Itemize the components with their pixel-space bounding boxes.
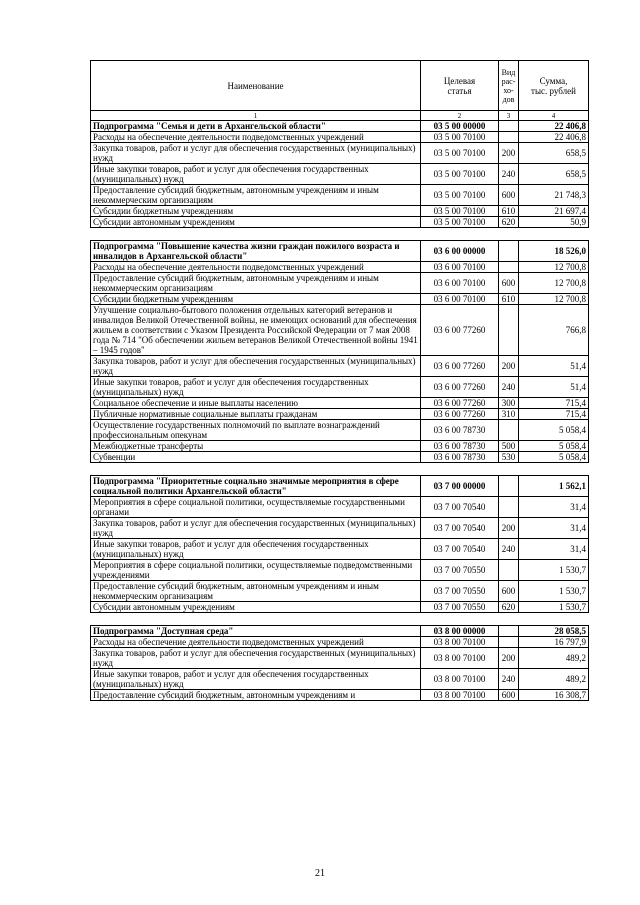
subprogram-row	[91, 476, 589, 497]
cell-sum: 658,5	[519, 164, 589, 185]
spacer-cell	[499, 228, 519, 241]
cell-vid: 600	[499, 185, 519, 206]
table-row	[91, 420, 589, 441]
cell-sum: 21 748,3	[519, 185, 589, 206]
cell-vid: 200	[499, 648, 519, 669]
cell-sum: 22 406,8	[519, 132, 589, 143]
table-row	[91, 185, 589, 206]
cell-vid: 600	[499, 273, 519, 294]
col-number-3: 3	[499, 111, 519, 121]
cell-code: 03 8 00 70100	[421, 637, 499, 648]
cell-vid: 300	[499, 398, 519, 409]
cell-vid: 610	[499, 294, 519, 305]
cell-code: 03 6 00 00000	[421, 241, 499, 262]
cell-name: Межбюджетные трансферты	[91, 441, 421, 452]
cell-sum: 16 797,9	[519, 637, 589, 648]
cell-name: Предоставление субсидий бюджетным, автономным учреждениям и иным некоммерческим организациям	[91, 273, 421, 294]
cell-code: 03 5 00 70100	[421, 217, 499, 228]
cell-sum: 1 530,7	[519, 602, 589, 613]
cell-vid	[499, 132, 519, 143]
cell-vid: 200	[499, 356, 519, 377]
cell-sum: 5 058,4	[519, 441, 589, 452]
table-row	[91, 560, 589, 581]
cell-name: Подпрограмма "Доступная среда"	[91, 626, 421, 637]
cell-name: Расходы на обеспечение деятельности подведомственных учреждений	[91, 132, 421, 143]
cell-sum: 1 530,7	[519, 581, 589, 602]
column-number-row	[91, 111, 589, 121]
cell-name: Осуществление государственных полномочий по выплате вознаграждений профессиональным опекунам	[91, 420, 421, 441]
cell-sum: 12 700,8	[519, 273, 589, 294]
cell-sum: 1 562,1	[519, 476, 589, 497]
cell-sum: 12 700,8	[519, 294, 589, 305]
cell-name: Предоставление субсидий бюджетным, автономным учреждениям и	[91, 690, 421, 701]
cell-name: Подпрограмма "Приоритетные социально значимые мероприятия в сфере социальной политики Архангельской области"	[91, 476, 421, 497]
table-row	[91, 305, 589, 356]
cell-vid: 200	[499, 518, 519, 539]
col-number-1: 1	[91, 111, 421, 121]
header-sum	[519, 61, 589, 111]
cell-vid	[499, 637, 519, 648]
spacer-cell	[421, 228, 499, 241]
spacer-cell	[519, 463, 589, 476]
cell-name: Публичные нормативные социальные выплаты гражданам	[91, 409, 421, 420]
cell-vid: 620	[499, 217, 519, 228]
cell-code: 03 7 00 70540	[421, 539, 499, 560]
table-row	[91, 164, 589, 185]
cell-code: 03 7 00 70550	[421, 602, 499, 613]
cell-code: 03 7 00 70540	[421, 497, 499, 518]
table-spacer-row	[91, 228, 589, 241]
cell-sum: 28 058,5	[519, 626, 589, 637]
table-row	[91, 132, 589, 143]
cell-vid: 530	[499, 452, 519, 463]
cell-name: Мероприятия в сфере социальной политики, осуществляемые подведомственными учреждениями	[91, 560, 421, 581]
spacer-cell	[421, 613, 499, 626]
cell-name: Субсидии бюджетным учреждениям	[91, 206, 421, 217]
col-number-2: 2	[421, 111, 499, 121]
cell-code: 03 7 00 70540	[421, 518, 499, 539]
cell-vid	[499, 305, 519, 356]
cell-sum: 51,4	[519, 356, 589, 377]
cell-name: Социальное обеспечение и иные выплаты населению	[91, 398, 421, 409]
cell-name: Субсидии автономным учреждениям	[91, 602, 421, 613]
cell-code: 03 6 00 78730	[421, 441, 499, 452]
cell-sum: 489,2	[519, 648, 589, 669]
spacer-cell	[519, 228, 589, 241]
cell-vid: 600	[499, 690, 519, 701]
cell-sum: 22 406,8	[519, 121, 589, 132]
table-row	[91, 452, 589, 463]
cell-name: Закупка товаров, работ и услуг для обеспечения государственных (муниципальных) нужд	[91, 356, 421, 377]
cell-vid	[499, 420, 519, 441]
cell-vid: 500	[499, 441, 519, 452]
cell-code: 03 8 00 00000	[421, 626, 499, 637]
cell-vid	[499, 241, 519, 262]
cell-sum: 12 700,8	[519, 262, 589, 273]
cell-name: Субсидии автономным учреждениям	[91, 217, 421, 228]
table-spacer-row	[91, 613, 589, 626]
cell-code: 03 8 00 70100	[421, 648, 499, 669]
table-row	[91, 648, 589, 669]
spacer-cell	[519, 613, 589, 626]
cell-vid: 610	[499, 206, 519, 217]
cell-code: 03 5 00 70100	[421, 132, 499, 143]
cell-code: 03 6 00 77260	[421, 377, 499, 398]
cell-name: Иные закупки товаров, работ и услуг для обеспечения государственных (муниципальных) нужд	[91, 377, 421, 398]
budget-table-page	[90, 60, 588, 701]
cell-vid	[499, 497, 519, 518]
cell-sum: 31,4	[519, 497, 589, 518]
cell-name: Мероприятия в сфере социальной политики, осуществляемые государственными органами	[91, 497, 421, 518]
spacer-cell	[91, 228, 421, 241]
cell-name: Закупка товаров, работ и услуг для обеспечения государственных (муниципальных) нужд	[91, 518, 421, 539]
col-number-4: 4	[519, 111, 589, 121]
table-row	[91, 217, 589, 228]
cell-code: 03 7 00 70550	[421, 581, 499, 602]
cell-sum: 51,4	[519, 377, 589, 398]
cell-code: 03 5 00 70100	[421, 185, 499, 206]
table-spacer-row	[91, 463, 589, 476]
table-row	[91, 273, 589, 294]
table-row	[91, 669, 589, 690]
table-row	[91, 398, 589, 409]
cell-code: 03 5 00 70100	[421, 143, 499, 164]
cell-code: 03 6 00 70100	[421, 262, 499, 273]
cell-code: 03 6 00 70100	[421, 294, 499, 305]
table-row	[91, 262, 589, 273]
cell-sum: 489,2	[519, 669, 589, 690]
cell-vid: 600	[499, 581, 519, 602]
header-sum-text: Сумма, тыс. рублей	[531, 75, 576, 96]
table-row	[91, 518, 589, 539]
cell-name: Подпрограмма "Повышение качества жизни граждан пожилого возраста и инвалидов в Архангельской области"	[91, 241, 421, 262]
cell-name: Предоставление субсидий бюджетным, автономным учреждениям и иным некоммерческим организациям	[91, 581, 421, 602]
subprogram-row	[91, 121, 589, 132]
table-row	[91, 497, 589, 518]
cell-code: 03 8 00 70100	[421, 669, 499, 690]
cell-sum: 1 530,7	[519, 560, 589, 581]
cell-vid: 240	[499, 539, 519, 560]
cell-vid	[499, 476, 519, 497]
header-target-text: Целевая статья	[443, 75, 476, 96]
cell-code: 03 6 00 77260	[421, 409, 499, 420]
subprogram-row	[91, 626, 589, 637]
subprogram-row	[91, 241, 589, 262]
cell-vid: 240	[499, 164, 519, 185]
cell-sum: 31,4	[519, 539, 589, 560]
cell-code: 03 5 00 70100	[421, 206, 499, 217]
cell-sum: 5 058,4	[519, 420, 589, 441]
cell-sum: 21 697,4	[519, 206, 589, 217]
budget-table	[90, 60, 589, 701]
cell-sum: 50,9	[519, 217, 589, 228]
cell-vid: 620	[499, 602, 519, 613]
table-row	[91, 377, 589, 398]
cell-name: Улучшение социально-бытового положения отдельных категорий ветеранов и инвалидов Великой Отечественной войны, не имеющих оснований для обеспечения жильем в соответствии с Указом Президента Российской Федерации от 7 мая 2008 года № 714 "Об обеспечении жильем ветеранов Великой Отечественной войны 1941 – 1945 годов"	[91, 305, 421, 356]
cell-sum: 5 058,4	[519, 452, 589, 463]
cell-name: Расходы на обеспечение деятельности подведомственных учреждений	[91, 262, 421, 273]
cell-sum: 766,8	[519, 305, 589, 356]
table-row	[91, 539, 589, 560]
cell-name: Иные закупки товаров, работ и услуг для обеспечения государственных (муниципальных) нужд	[91, 164, 421, 185]
cell-vid: 240	[499, 669, 519, 690]
table-row	[91, 637, 589, 648]
cell-code: 03 7 00 00000	[421, 476, 499, 497]
cell-code: 03 6 00 70100	[421, 273, 499, 294]
cell-name: Расходы на обеспечение деятельности подведомственных учреждений	[91, 637, 421, 648]
cell-name: Закупка товаров, работ и услуг для обеспечения государственных (муниципальных) нужд	[91, 143, 421, 164]
cell-vid: 240	[499, 377, 519, 398]
header-target	[421, 61, 499, 111]
cell-sum: 715,4	[519, 409, 589, 420]
cell-sum: 715,4	[519, 398, 589, 409]
table-row	[91, 143, 589, 164]
table-row	[91, 356, 589, 377]
spacer-cell	[421, 463, 499, 476]
cell-sum: 658,5	[519, 143, 589, 164]
cell-sum: 18 526,0	[519, 241, 589, 262]
table-row	[91, 581, 589, 602]
page-number: 21	[315, 868, 325, 879]
cell-code: 03 6 00 78730	[421, 452, 499, 463]
cell-code: 03 6 00 77260	[421, 356, 499, 377]
table-row	[91, 690, 589, 701]
cell-sum: 16 308,7	[519, 690, 589, 701]
cell-name: Субвенции	[91, 452, 421, 463]
table-row	[91, 441, 589, 452]
header-name: Наименование	[91, 61, 421, 111]
table-header-row	[91, 61, 589, 111]
cell-vid	[499, 626, 519, 637]
cell-code: 03 5 00 70100	[421, 164, 499, 185]
spacer-cell	[91, 463, 421, 476]
spacer-cell	[499, 463, 519, 476]
cell-code: 03 6 00 78730	[421, 420, 499, 441]
cell-code: 03 6 00 77260	[421, 398, 499, 409]
table-row	[91, 294, 589, 305]
spacer-cell	[499, 613, 519, 626]
cell-name: Подпрограмма "Семья и дети в Архангельской области"	[91, 121, 421, 132]
spacer-cell	[91, 613, 421, 626]
table-row	[91, 602, 589, 613]
cell-name: Субсидии бюджетным учреждениям	[91, 294, 421, 305]
header-vid	[499, 61, 519, 111]
cell-name: Предоставление субсидий бюджетным, автономным учреждениям и иным некоммерческим организациям	[91, 185, 421, 206]
cell-name: Закупка товаров, работ и услуг для обеспечения государственных (муниципальных) нужд	[91, 648, 421, 669]
cell-vid: 200	[499, 143, 519, 164]
cell-vid	[499, 262, 519, 273]
cell-code: 03 8 00 70100	[421, 690, 499, 701]
cell-sum: 31,4	[519, 518, 589, 539]
cell-vid: 310	[499, 409, 519, 420]
table-row	[91, 206, 589, 217]
cell-vid	[499, 121, 519, 132]
cell-name: Иные закупки товаров, работ и услуг для обеспечения государственных (муниципальных) нужд	[91, 539, 421, 560]
table-row	[91, 409, 589, 420]
cell-name: Иные закупки товаров, работ и услуг для обеспечения государственных (муниципальных) нужд	[91, 669, 421, 690]
cell-code: 03 5 00 00000	[421, 121, 499, 132]
cell-code: 03 7 00 70550	[421, 560, 499, 581]
cell-code: 03 6 00 77260	[421, 305, 499, 356]
header-vid-text: Вид рас- хо- дов	[501, 67, 516, 104]
cell-vid	[499, 560, 519, 581]
